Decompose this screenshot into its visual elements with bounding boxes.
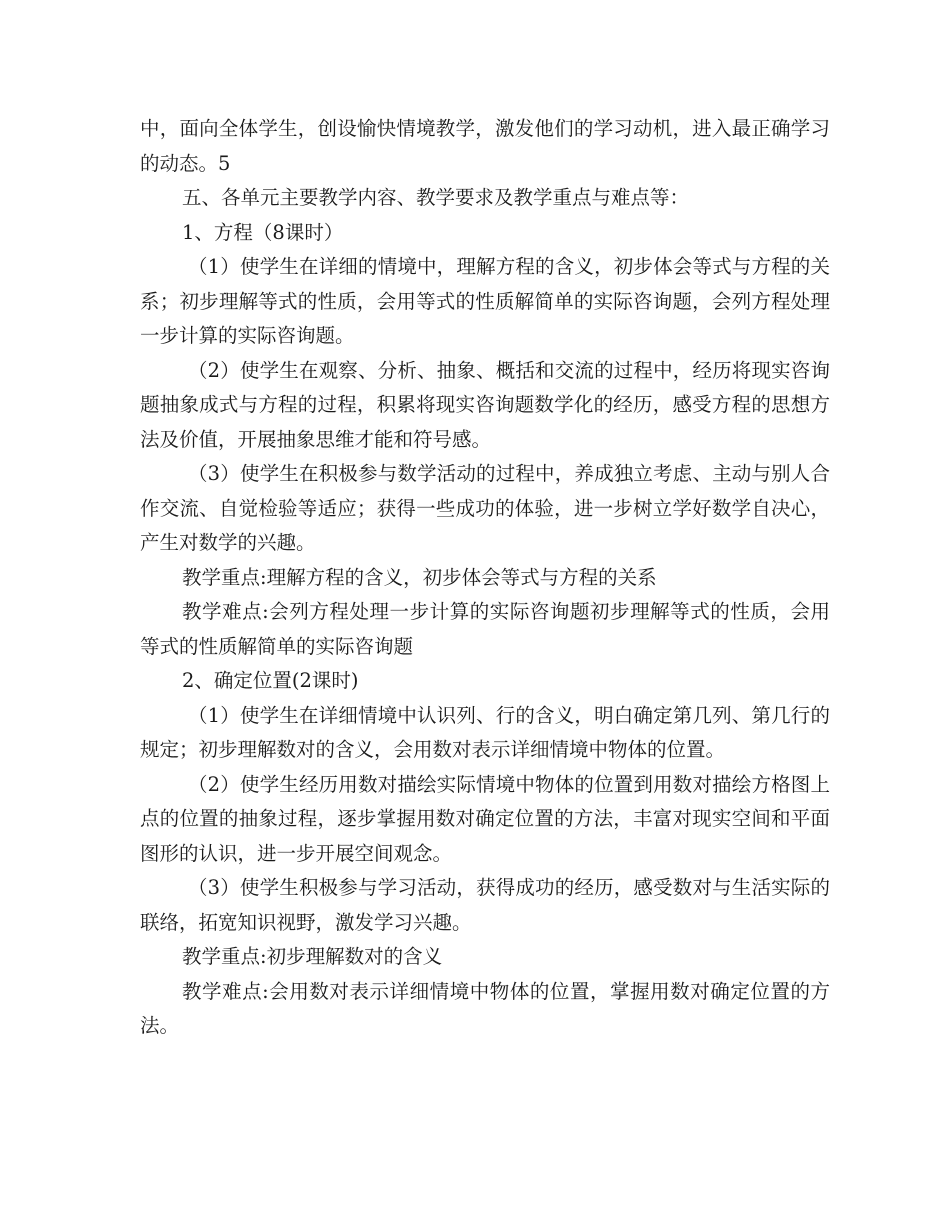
equations-goal-2: （2）使学生在观察、分析、抽象、概括和交流的过程中，经历将现实咨询题抽象成式与方程的过程，积累将现实咨询题数学化的经历，感受方程的思想方法及价值，开展抽象思维才能和符号感。 <box>140 358 830 451</box>
position-goal-3: （3）使学生积极参与学习活动，获得成功的经历，感受数对与生活实际的联络，拓宽知识视野，激发学习兴趣。 <box>140 876 830 934</box>
position-goal-1: （1）使学生在详细情境中认识列、行的含义，明白确定第几列、第几行的规定；初步理解数对的含义，会用数对表示详细情境中物体的位置。 <box>140 703 830 761</box>
equations-difficulty: 教学难点:会列方程处理一步计算的实际咨询题初步理解等式的性质，会用等式的性质解简单的实际咨询题 <box>140 600 830 658</box>
equations-key-point: 教学重点:理解方程的含义，初步体会等式与方程的关系 <box>182 565 657 589</box>
section-heading-five: 五、各单元主要教学内容、教学要求及教学重点与难点等： <box>182 186 690 209</box>
unit-heading-position: 2、确定位置(2课时) <box>182 669 359 692</box>
equations-goal-3: （3）使学生在积极参与数学活动的过程中，养成独立考虑、主动与别人合作交流、自觉检验等适应；获得一些成功的体验，进一步树立学好数学自决心，产生对数学的兴趣。 <box>140 462 830 554</box>
position-difficulty: 教学难点:会用数对表示详细情境中物体的位置，掌握用数对确定位置的方法。 <box>140 979 830 1037</box>
position-key-point: 教学重点:初步理解数对的含义 <box>182 945 443 968</box>
unit-heading-equations: 1、方程（8课时） <box>182 220 344 244</box>
document-page <box>140 112 830 1044</box>
equations-goal-1: （1）使学生在详细的情境中，理解方程的含义，初步体会等式与方程的关系；初步理解等式的性质，会用等式的性质解简单的实际咨询题，会列方程处理一步计算的实际咨询题。 <box>140 255 830 347</box>
position-goal-2: （2）使学生经历用数对描绘实际情境中物体的位置到用数对描绘方格图上点的位置的抽象过程，逐步掌握用数对确定位置的方法，丰富对现实空间和平面图形的认识，进一步开展空间观念。 <box>140 772 830 865</box>
paragraph-continuation: 中，面向全体学生，创设愉快情境教学，激发他们的学习动机，进入最正确学习的动态。5 <box>140 117 830 175</box>
